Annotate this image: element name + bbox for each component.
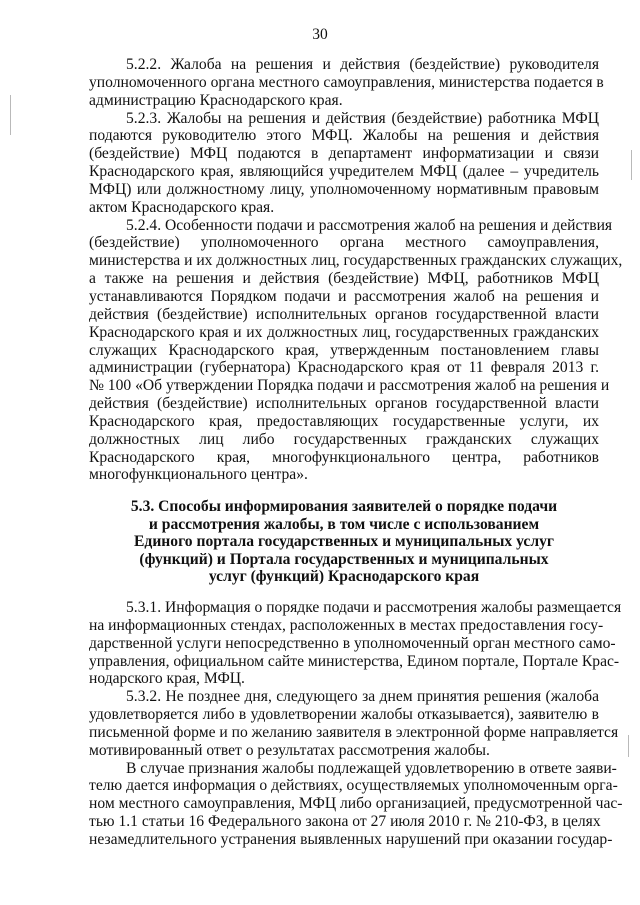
text-line: уполномоченного органа местного самоуправления, министерства подается в	[89, 73, 604, 91]
text-line: В случае признания жалобы подлежащей удовлетворению в ответе заяви-	[126, 759, 617, 777]
scan-artifact-right-lower	[628, 735, 629, 757]
scan-artifact-left	[10, 95, 11, 135]
text-line: 5.3.2. Не позднее дня, следующего за днем принятия решения (жалоба	[126, 688, 599, 706]
text-line: устанавливаются Порядком подачи и рассмотрения жалоб на решения и	[89, 287, 599, 305]
text-line: Краснодарского края, многофункционального центра, работников	[89, 448, 599, 466]
text-line: дарственной услуги непосредственно в уполномоченный орган местного само-	[89, 634, 616, 652]
text-line: действия (бездействие) исполнительных органов государственной власти	[89, 395, 599, 413]
text-line: 5.2.4. Особенности подачи и рассмотрения жалоб на решения и действия	[126, 216, 613, 234]
page-number: 30	[312, 26, 328, 43]
text-line: Краснодарского края, являющийся учредителем МФЦ (далее – учредитель	[89, 163, 599, 181]
text-line: тью 1.1 статьи 16 Федерального закона от 27 июля 2010 г. № 210-ФЗ, в целях	[89, 813, 601, 831]
text-line: должностных лиц либо государственных гражданских служащих	[89, 430, 599, 448]
text-line: Краснодарского края, предоставляющих государственные услуги, их	[89, 412, 599, 430]
heading-line: (функций) и Портала государственных и муниципальных	[139, 550, 549, 568]
text-line: на информационных стендах, расположенных в местах предоставления госу-	[89, 616, 604, 634]
text-line: действия (бездействие) исполнительных органов государственной власти	[89, 305, 599, 323]
text-line: подаются руководителю этого МФЦ. Жалобы на решения и действия	[89, 127, 599, 145]
text-line: 5.2.3. Жалобы на решения и действия (бездействие) работника МФЦ	[126, 109, 599, 127]
text-line: № 100 «Об утверждении Порядка подачи и рассмотрения жалоб на решения и	[89, 377, 610, 395]
text-line: письменной форме и по желанию заявителя в электронной форме направляется	[89, 723, 619, 741]
section-heading-5-3	[89, 498, 599, 586]
text-line: ном местного самоуправления, МФЦ либо организацией, предусмотренной час-	[89, 795, 623, 813]
text-line: незамедлительного устранения выявленных нарушений при оказании государ-	[89, 830, 613, 848]
text-line: многофункционального центра».	[89, 466, 308, 484]
heading-line: и рассмотрения жалобы, в том числе с использованием	[148, 515, 540, 533]
text-line: нодарского края, МФЦ.	[89, 670, 245, 688]
text-line: администрации (губернатора) Краснодарского края от 11 февраля 2013 г.	[89, 359, 599, 377]
text-line: а также на решения и действия (бездействие) МФЦ, работников МФЦ	[89, 270, 599, 288]
text-line: мотивированный ответ о результатах рассмотрения жалобы.	[89, 741, 490, 759]
text-line: МФЦ) или должностному лицу, уполномоченному нормативным правовым	[89, 180, 599, 198]
text-line: Краснодарского края и их должностных лиц, государственных гражданских	[89, 323, 599, 341]
text-line: актом Краснодарского края.	[89, 198, 275, 216]
text-line: 5.3.1. Информация о порядке подачи и рассмотрения жалобы размещается	[126, 599, 622, 616]
text-line: служащих Краснодарского края, утвержденным постановлением главы	[89, 341, 599, 359]
text-line: телю дается информация о действиях, осуществляемых уполномоченным орга-	[89, 777, 618, 795]
text-line: удовлетворяется либо в удовлетворении жалобы отказывается), заявителю в	[89, 706, 599, 724]
text-line: (бездействие) уполномоченного органа местного самоуправления,	[89, 234, 599, 252]
heading-line: Единого портала государственных и муниципальных услуг	[134, 533, 554, 551]
text-line: 5.2.2. Жалоба на решения и действия (бездействие) руководителя	[126, 56, 599, 73]
heading-line: услуг (функций) Краснодарского края	[208, 568, 480, 586]
scan-artifact-right	[631, 150, 632, 180]
text-line: (бездействие) МФЦ подаются в департамент информатизации и связи	[89, 145, 599, 163]
sections-5-2-block	[89, 56, 623, 484]
sections-5-3-block	[89, 599, 623, 849]
text-line: управления, официальном сайте министерства, Едином портале, Портале Крас-	[89, 652, 620, 670]
text-line: министерства и их должностных лиц, государственных гражданских служащих,	[89, 252, 623, 270]
text-line: администрацию Краснодарского края.	[89, 91, 343, 109]
heading-line: 5.3. Способы информирования заявителей о порядке подачи	[130, 498, 558, 515]
